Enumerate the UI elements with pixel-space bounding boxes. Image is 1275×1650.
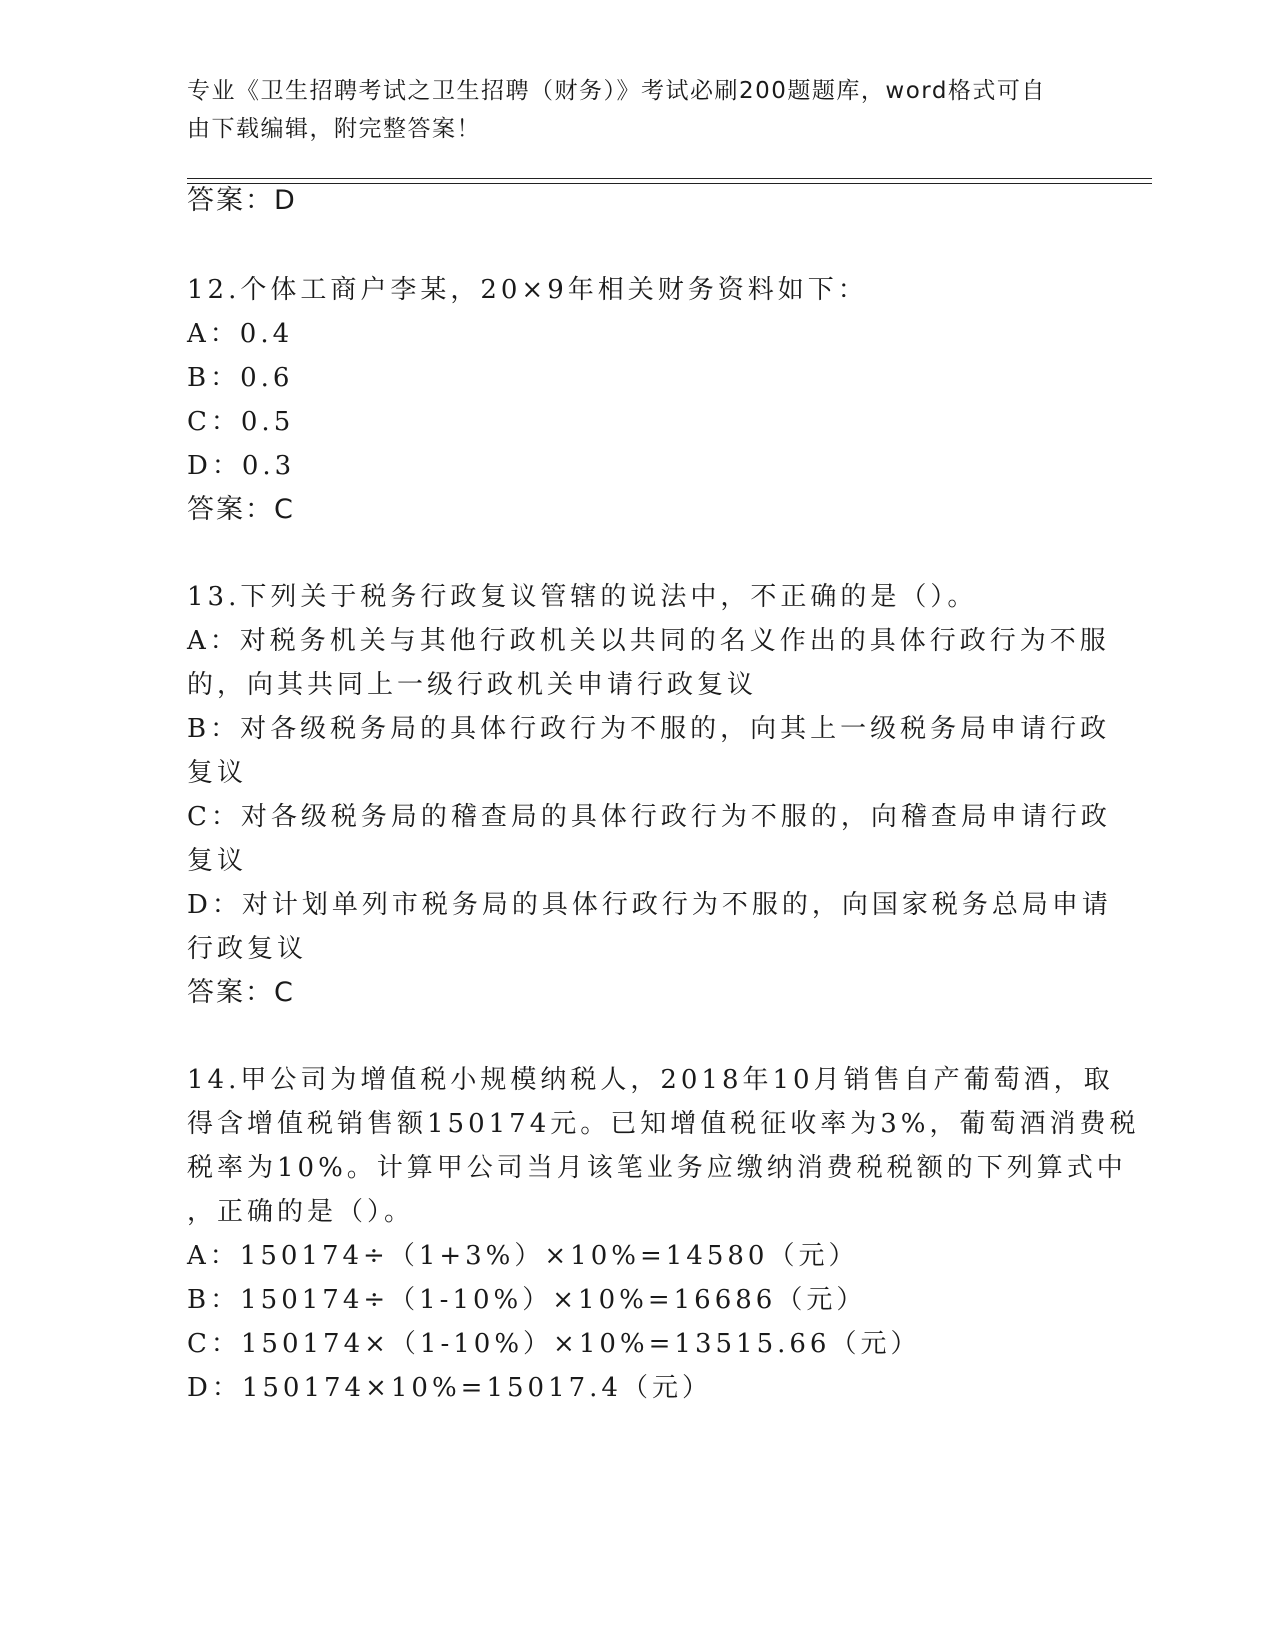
q12-answer: 答案：C xyxy=(187,494,295,525)
q14-stem-line-3: 税率为10%。计算甲公司当月该笔业务应缴纳消费税税额的下列算式中 xyxy=(187,1153,1127,1183)
q12-option-c: C：0.5 xyxy=(187,407,295,437)
q13-option-c-line-2: 复议 xyxy=(187,846,248,876)
q14-option-a: A：150174÷（1+3%）×10%=14580（元） xyxy=(187,1241,859,1271)
q13-option-a-line-1: A：对税务机关与其他行政机关以共同的名义作出的具体行政行为不服 xyxy=(187,626,1110,656)
q12-option-b: B：0.6 xyxy=(187,363,294,393)
document-header: 专业《卫生招聘考试之卫生招聘（财务）》考试必刷200题题库，word格式可自由下载编辑，附完整答案！ xyxy=(187,78,1046,142)
q14-option-b: B：150174÷（1-10%）×10%=16686（元） xyxy=(187,1285,867,1315)
q13-option-c-line-1: C：对各级税务局的稽查局的具体行政行为不服的，向稽查局申请行政 xyxy=(187,802,1111,832)
previous-answer: 答案：D xyxy=(187,185,297,216)
q13-option-b-line-1: B：对各级税务局的具体行政行为不服的，向其上一级税务局申请行政 xyxy=(187,714,1111,744)
q14-option-c: C：150174×（1-10%）×10%=13515.66（元） xyxy=(187,1329,921,1359)
q14-stem-line-4: ，正确的是（）。 xyxy=(187,1197,415,1227)
q14-stem-line-1: 14.甲公司为增值税小规模纳税人，2018年10月销售自产葡萄酒，取 xyxy=(187,1065,1114,1095)
q13-stem-line-1: 13.下列关于税务行政复议管辖的说法中，不正确的是（）。 xyxy=(187,582,978,612)
q13-option-d-line-2: 行政复议 xyxy=(187,934,308,964)
q14-stem-line-2: 得含增值税销售额150174元。已知增值税征收率为3%，葡萄酒消费税 xyxy=(187,1109,1140,1139)
q12-stem-line-1: 12.个体工商户李某，20×9年相关财务资料如下： xyxy=(187,275,868,305)
q13-option-d-line-1: D：对计划单列市税务局的具体行政行为不服的，向国家税务总局申请 xyxy=(187,890,1112,920)
q14-option-d: D：150174×10%=15017.4（元） xyxy=(187,1373,712,1403)
q13-option-a-line-2: 的，向其共同上一级行政机关申请行政复议 xyxy=(187,670,758,700)
q13-option-b-line-2: 复议 xyxy=(187,758,248,788)
q13-answer: 答案：C xyxy=(187,977,295,1008)
q12-option-d: D：0.3 xyxy=(187,451,296,481)
q12-option-a: A：0.4 xyxy=(187,319,294,349)
